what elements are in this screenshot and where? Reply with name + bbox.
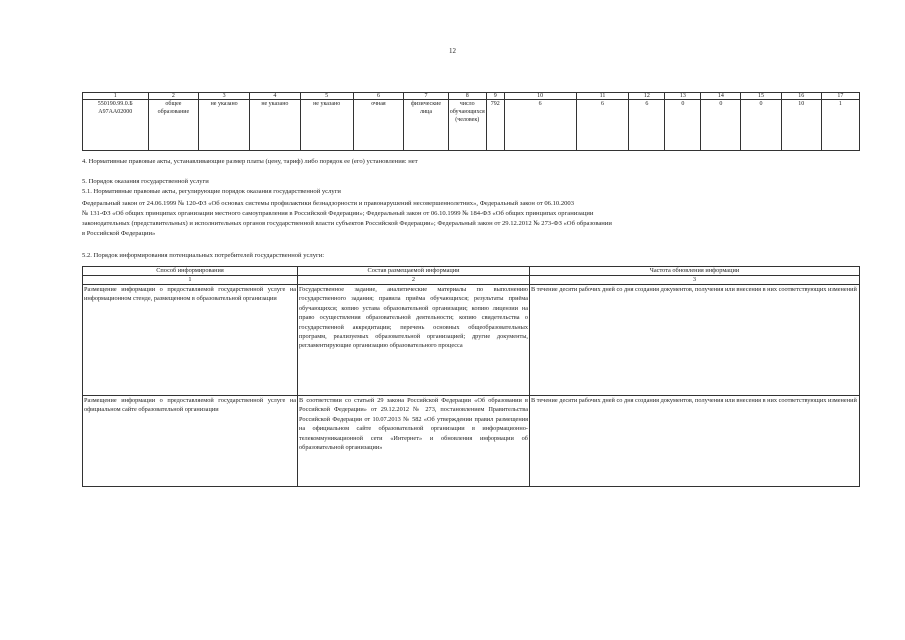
- section-5-1-line: № 131-ФЗ «Об общих принципах организации местного самоуправления в Российской Федерации»; Федеральный закон от 06.10.1999 № 184-ФЗ «Об общих принципах организации: [82, 210, 594, 217]
- col-number: 3: [530, 276, 860, 285]
- col-header: Способ информирования: [83, 267, 298, 276]
- table-cell: 6: [504, 100, 576, 151]
- info-frequency-cell: В течение десяти рабочих дней со дня создания документов, получения или внесения в них соответствующих изменений: [530, 285, 860, 396]
- table-cell: 0: [665, 100, 701, 151]
- section-5-1-line: Федеральный закон от 24.06.1999 № 120-ФЗ «Об основах системы профилактики безнадзорности и правонарушений несовершеннолетних», Федеральный закон от 06.10.2003: [82, 200, 575, 207]
- info-frequency-cell: В течение десяти рабочих дней со дня создания документов, получения или внесения в них соответствующих изменений: [530, 396, 860, 487]
- info-content-cell: Государственное задание, аналитические материалы по выполнению государственного задания; правила приёма обучающихся; результаты приёма обучающихся; копию устава образовательной организации; копию лицензии на право осуществления образовательной деятельности; копию свидетельства о государственной аккредитации; перечень основных общеобразовательных программ, реализуемых образовательной организацией; другие документы, регламентирующие организацию образовательного процесса: [298, 285, 530, 396]
- table-row: [83, 100, 860, 151]
- col-header: 14: [701, 93, 741, 100]
- table-cell: не указано: [300, 100, 353, 151]
- info-content-cell: В соответствии со статьей 29 закона Российской Федерации «Об образовании в Российской Федерации» от 29.12.2012 № 273, постановлением Правительства Российской Федерации от 10.07.2013 № 582 «Об утверждении правил размещения на официальном сайте образовательной организации в информационно-телекоммуникационной сети «Интернет» и обновления информации об образовательной организации»: [298, 396, 530, 487]
- col-header: 16: [781, 93, 821, 100]
- section-4-text: 4. Нормативные правовые акты, устанавливающие размер платы (цену, тариф) либо порядок ее (его) установления: нет: [82, 158, 418, 165]
- table-header-row: [83, 267, 860, 276]
- page-number: 12: [449, 47, 456, 55]
- table-cell: 0: [701, 100, 741, 151]
- service-volume-table: [82, 92, 860, 151]
- section-5-title: 5. Порядок оказания государственной услуги: [82, 178, 209, 185]
- information-table: [82, 266, 860, 487]
- col-header: 1: [83, 93, 149, 100]
- section-5-1-title: 5.1. Нормативные правовые акты, регулирующие порядок оказания государственной услуги: [82, 188, 341, 195]
- info-method-cell: Размещение информации о предоставляемой государственной услуге на информационном стенде, размещенном в образовательной организации: [83, 285, 298, 396]
- col-header: 13: [665, 93, 701, 100]
- col-header: 3: [199, 93, 250, 100]
- table-cell: 1: [821, 100, 859, 151]
- table-row: [83, 396, 860, 487]
- col-header: 9: [486, 93, 504, 100]
- table-cell: 6: [629, 100, 665, 151]
- table-cell: общее образование: [148, 100, 199, 151]
- table-cell: физические лица: [404, 100, 448, 151]
- table-cell: не указано: [250, 100, 301, 151]
- col-header: 12: [629, 93, 665, 100]
- col-number: 2: [298, 276, 530, 285]
- table-cell: 550190.99.0.Б А97АА02000: [83, 100, 149, 151]
- table-cell: 0: [741, 100, 781, 151]
- col-header: Состав размещаемой информации: [298, 267, 530, 276]
- col-header: 2: [148, 93, 199, 100]
- col-header: 17: [821, 93, 859, 100]
- section-5-1-line: законодательных (представительных) и исполнительных органов государственной власти субъектов Российской Федерации»; Федеральный закон от 29.12.2012 № 273-ФЗ «Об образовании: [82, 220, 612, 227]
- table-cell: число обучающихся (человек): [448, 100, 486, 151]
- col-header: 15: [741, 93, 781, 100]
- col-header: 4: [250, 93, 301, 100]
- info-method-cell: Размещение информации о предоставляемой государственной услуге на официальном сайте образовательной организации: [83, 396, 298, 487]
- table-header-row: [83, 93, 860, 100]
- table-number-row: [83, 276, 860, 285]
- col-header: 11: [576, 93, 629, 100]
- section-5-2-title: 5.2. Порядок информирования потенциальных потребителей государственной услуги:: [82, 252, 325, 259]
- table-cell: 792: [486, 100, 504, 151]
- col-header: 5: [300, 93, 353, 100]
- table-cell: очная: [353, 100, 404, 151]
- table-cell: 10: [781, 100, 821, 151]
- section-5-1-line: в Российской Федерации»: [82, 230, 156, 237]
- table-cell: не указано: [199, 100, 250, 151]
- table-cell: 6: [576, 100, 629, 151]
- col-header: 8: [448, 93, 486, 100]
- col-header: 10: [504, 93, 576, 100]
- col-number: 1: [83, 276, 298, 285]
- table-row: [83, 285, 860, 396]
- col-header: 6: [353, 93, 404, 100]
- col-header: 7: [404, 93, 448, 100]
- col-header: Частота обновления информации: [530, 267, 860, 276]
